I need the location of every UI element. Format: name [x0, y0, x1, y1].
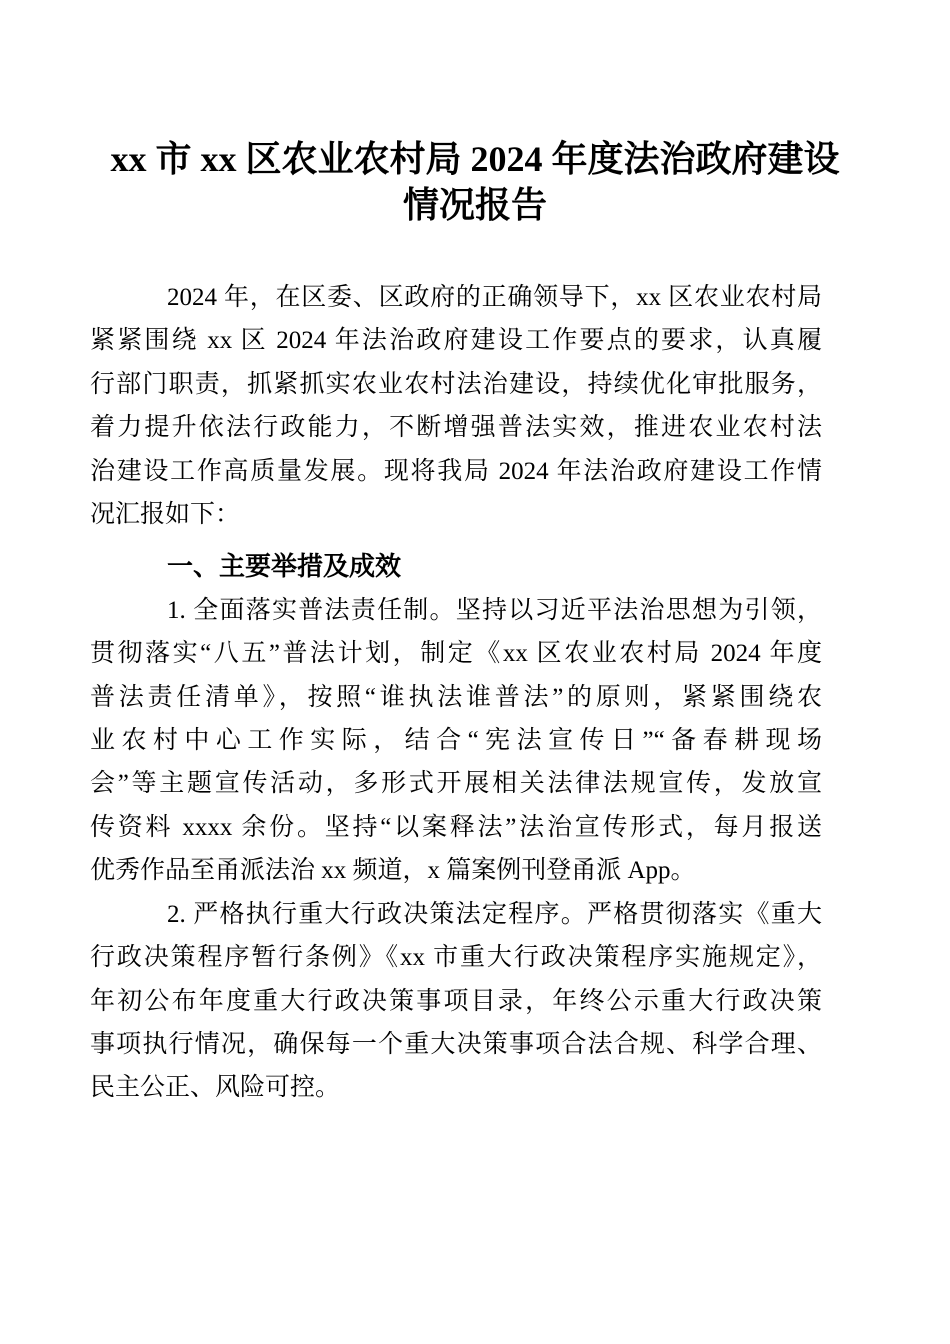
text-line: 优秀作品至甬派法治 xx 频道，x 篇案例刊登甬派 App。 — [90, 857, 696, 885]
document-body — [90, 276, 822, 1110]
text-line: 紧紧围绕 xx 区 2024 年法治政府建设工作要点的要求，认真履 — [90, 327, 822, 355]
text-line: 普法责任清单》，按照“谁执法谁普法”的原则，紧紧围绕农 — [90, 683, 822, 711]
text-line: 行政决策程序暂行条例》《xx 市重大行政决策程序实施规定》， — [90, 944, 822, 972]
title-line-2: 情况报告 — [402, 185, 547, 225]
text-line: 传资料 xxxx 余份。坚持“以案释法”法治宣传形式，每月报送 — [90, 813, 822, 841]
paragraph-item-1 — [90, 589, 822, 893]
document-title — [0, 136, 950, 228]
text-line: 贯彻落实“八五”普法计划，制定《xx 区农业农村局 2024 年度 — [90, 640, 822, 668]
text-line: 着力提升依法行政能力，不断增强普法实效，推进农业农村法 — [90, 414, 822, 442]
text-line: 会”等主题宣传活动，多形式开展相关法律法规宣传，发放宣 — [90, 770, 822, 798]
text-line: 民主公正、风险可控。 — [90, 1074, 341, 1102]
text-line: 2. 严格执行重大行政决策法定程序。严格贯彻落实《重大 — [167, 900, 822, 928]
text-line: 年初公布年度重大行政决策事项目录，年终公示重大行政决策 — [90, 987, 822, 1015]
title-line-1: xx 市 xx 区农业农村局 2024 年度法治政府建设 — [110, 139, 840, 179]
text-line: 1. 全面落实普法责任制。坚持以习近平法治思想为引领， — [167, 596, 822, 624]
text-line: 业农村中心工作实际，结合“宪法宣传日”“备春耕现场 — [90, 727, 822, 755]
section-heading: 一、主要举措及成效 — [167, 551, 402, 582]
paragraph-intro — [90, 276, 822, 536]
text-line: 2024 年，在区委、区政府的正确领导下，xx 区农业农村局 — [167, 284, 822, 311]
text-line: 治建设工作高质量发展。现将我局 2024 年法治政府建设工作情 — [90, 457, 822, 485]
text-line: 行部门职责，抓紧抓实农业农村法治建设，持续优化审批服务， — [90, 370, 822, 398]
text-line: 况汇报如下： — [90, 501, 241, 529]
text-line: 事项执行情况，确保每一个重大决策事项合法合规、科学合理、 — [90, 1030, 822, 1058]
paragraph-item-2 — [90, 893, 822, 1110]
